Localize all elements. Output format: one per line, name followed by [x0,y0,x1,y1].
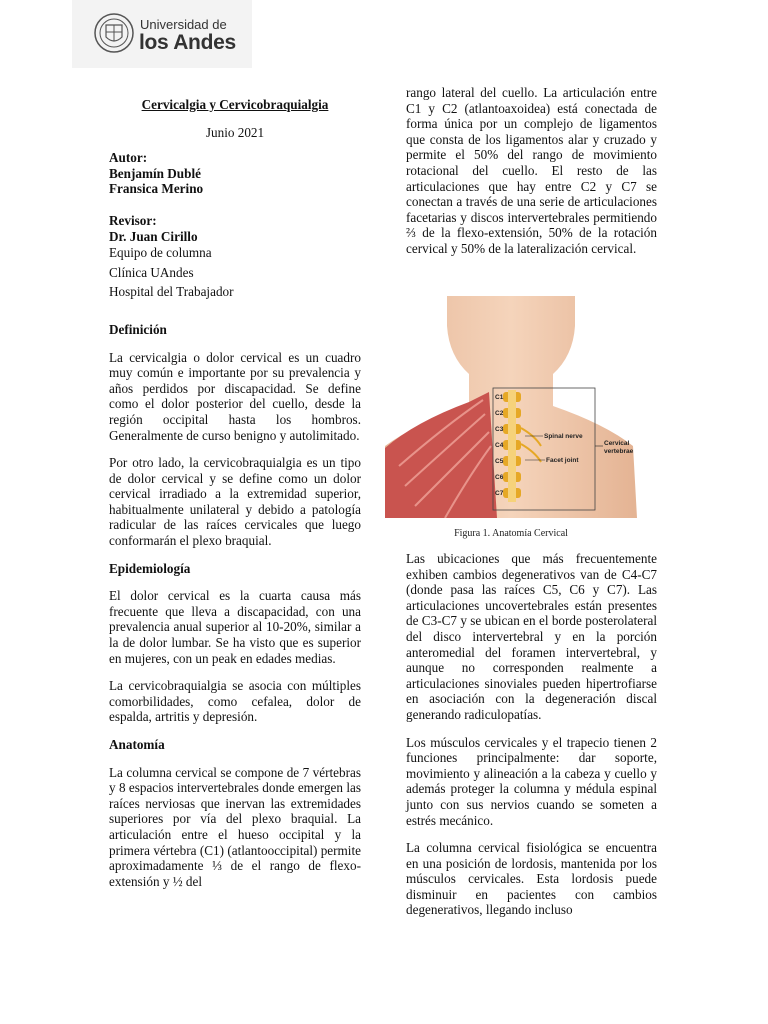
svg-text:C2: C2 [495,410,504,417]
reviewer-name: Dr. Juan Cirillo [109,228,198,244]
left-column [109,97,361,901]
svg-text:C1: C1 [495,394,504,401]
label-facet-joint: Facet joint [546,457,579,464]
logo-line1: Universidad de [140,17,227,32]
svg-text:C7: C7 [495,490,504,497]
svg-text:C5: C5 [495,458,504,465]
section-heading-anatomia: Anatomía [109,737,165,752]
right-column-bottom [406,551,657,930]
label-cervical: Cervical [604,440,630,447]
paragraph: La columna cervical se compone de 7 vértebras y 8 espacios intervertebrales donde emergen las raíces nerviosas que inervan las extremidades superiores por vía del plexo braquial. La articulación entre el hueso occipital y la primera vértebra (C1) (atlantooccipital) permite aproximadamente ⅓ de el rango de flexo- extensión y ½ del [109,764,361,889]
affiliation: Equipo de columna [109,245,212,261]
paragraph-continued: rango lateral del cuello. La articulación entre C1 y C2 (atlantoaxoidea) está conectada de forma única por un complejo de ligamentos que consta de los ligamentos alar y cruzado y permite el 50% del rango de movimiento rotacional del cuello. El resto de las articulaciones que hay entre C2 y C7 se conectan a través de una serie de articulaciones facetarias y discos intervertebrales permitiendo ⅔ de la flexo-extensión, 50% de la rotación cervical y 50% de la lateralización cervical. [406,85,657,256]
paragraph: La columna cervical fisiológica se encuentra en una posición de lordosis, mantenida por los músculos cervicales. Esta lordosis puede disminuir en pacientes con cambios degenerativos, llegando incluso [406,840,657,918]
paragraph: Por otro lado, la cervicobraquialgia es un tipo de dolor cervical y se define como un dolor cervical irradiado a la extremidad superior, habitualmente unilateral y debido a patología radicular de las raíces cervicales que luego conformarán el plexo braquial. [109,455,361,549]
section-heading-definicion: Definición [109,321,167,337]
svg-text:C4: C4 [495,442,504,449]
figure-caption: Figura 1. Anatomía Cervical [454,528,568,539]
author-name: Benjamín Dublé [109,165,201,181]
logo-line2: los Andes [139,31,236,54]
cervical-anatomy-illustration [385,296,637,518]
paragraph: El dolor cervical es la cuarta causa más frecuente que lleva a discapacidad, con una prevalencia anual superior al 10-20%, similar a la de dolor lumbar. Se ha visto que es superior en mujeres, con un peak en edades medias. [109,588,361,666]
reviewer-label: Revisor: [109,212,157,228]
svg-text:C3: C3 [495,426,504,433]
affiliation: Hospital del Trabajador [109,284,234,300]
author-label: Autor: [109,150,148,166]
document-date: Junio 2021 [205,124,265,140]
label-vertebrae: vertebrae [604,448,634,455]
document-title: Cervicalgia y Cervicobraquialgia [141,97,329,112]
anatomy-figure [385,296,637,518]
label-spinal-nerve: Spinal nerve [544,433,583,440]
section-heading-epidemiologia: Epidemiología [109,560,191,576]
university-logo [72,0,252,68]
affiliation: Clínica UAndes [109,264,194,280]
svg-text:C6: C6 [495,474,504,481]
paragraph: La cervicalgia o dolor cervical es un cuadro muy común e importante por su prevalencia y años perdidos por discapacidad. Se define como el dolor posterior del cuello, desde la región occipital hasta los hombros. Generalmente de curso benigno y autolimitado. [109,349,361,443]
paragraph: La cervicobraquialgia se asocia con múltiples comorbilidades, como cefalea, dolor de espalda, artritis y depresión. [109,678,361,725]
paragraph: Las ubicaciones que más frecuentemente exhiben cambios degenerativos van de C4-C7 (donde pasa las raíces C5, C6 y C7). Las articulaciones uncovertebrales están presentes de C3-C7 y se ubican en el borde posterolateral del disco intervertebral y en la porción anteromedial del foramen intervertebral, y aunque no corresponden realmente a articulaciones sinoviales pueden hipertrofiarse en asociación con la degeneración discal generando radiculopatías. [406,551,657,722]
author-name: Fransica Merino [109,181,204,197]
seal-icon [94,9,134,57]
paragraph: Los músculos cervicales y el trapecio tienen 2 funciones principalmente: dar soporte, movimiento y alineación a la cabeza y cuello y además proteger la columna y médula espinal junto con sus nervios cuando se someten a estrés mecánico. [406,734,657,828]
right-column-top [406,85,657,269]
